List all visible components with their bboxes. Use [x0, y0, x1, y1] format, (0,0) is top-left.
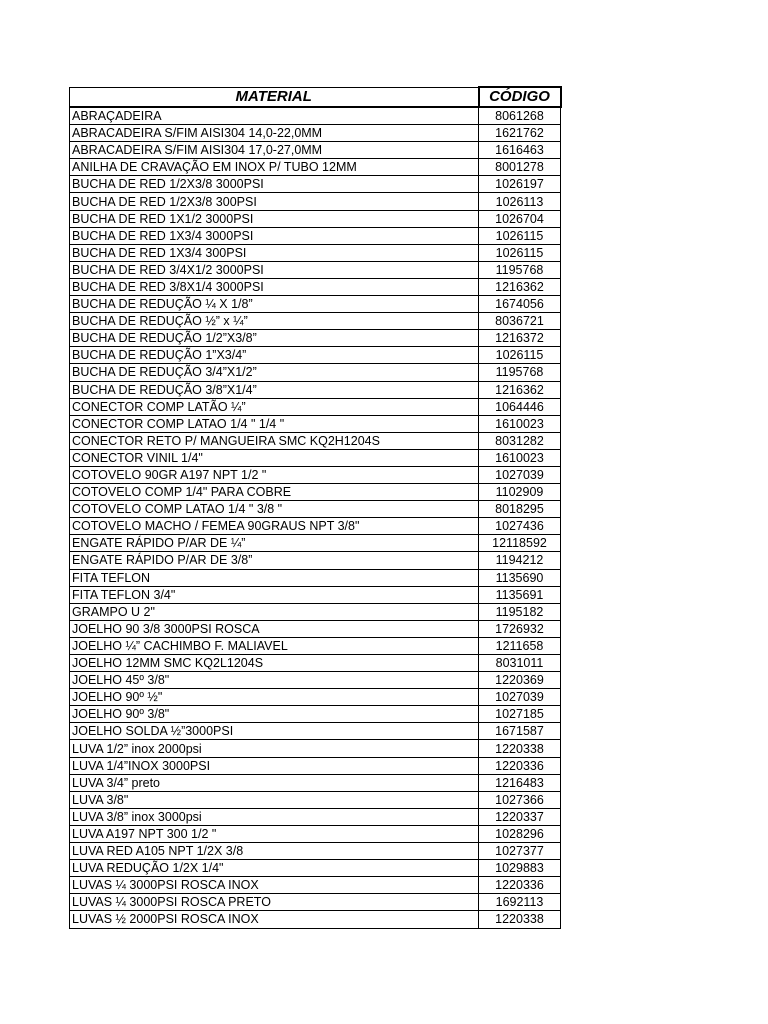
codigo-column-header: CÓDIGO — [479, 87, 561, 107]
table-row — [70, 620, 561, 637]
material-cell: CONECTOR VINIL 1/4" — [70, 449, 479, 466]
codigo-cell: 1671587 — [479, 723, 561, 740]
material-cell: CONECTOR COMP LATAO 1/4 " 1/4 " — [70, 415, 479, 432]
codigo-cell: 1026115 — [479, 227, 561, 244]
material-cell: BUCHA DE REDUÇÃO 1/2”X3/8” — [70, 330, 479, 347]
material-cell: ABRACADEIRA S/FIM AISI304 14,0-22,0MM — [70, 125, 479, 142]
table-row — [70, 843, 561, 860]
material-cell: BUCHA DE REDUÇÃO 1”X3/4” — [70, 347, 479, 364]
material-cell: BUCHA DE RED 1X3/4 3000PSI — [70, 227, 479, 244]
table-row — [70, 672, 561, 689]
table-row — [70, 586, 561, 603]
material-cell: FITA TEFLON — [70, 569, 479, 586]
codigo-cell: 1220336 — [479, 877, 561, 894]
codigo-cell: 8036721 — [479, 313, 561, 330]
table-row — [70, 278, 561, 295]
material-cell: JOELHO 90º ½" — [70, 689, 479, 706]
codigo-cell: 1026113 — [479, 193, 561, 210]
table-row — [70, 518, 561, 535]
material-cell: ANILHA DE CRAVAÇÃO EM INOX P/ TUBO 12MM — [70, 159, 479, 176]
material-cell: BUCHA DE REDUÇÃO ¼ X 1/8” — [70, 296, 479, 313]
codigo-cell: 1028296 — [479, 825, 561, 842]
table-row — [70, 535, 561, 552]
table-row — [70, 603, 561, 620]
material-cell: LUVAS ½ 2000PSI ROSCA INOX — [70, 911, 479, 928]
table-row — [70, 723, 561, 740]
codigo-cell: 1027377 — [479, 843, 561, 860]
codigo-cell: 1220338 — [479, 911, 561, 928]
material-cell: GRAMPO U 2" — [70, 603, 479, 620]
table-row — [70, 501, 561, 518]
material-column-header: MATERIAL — [70, 87, 479, 107]
table-row — [70, 757, 561, 774]
codigo-cell: 1194212 — [479, 552, 561, 569]
table-row — [70, 227, 561, 244]
codigo-cell: 1674056 — [479, 296, 561, 313]
material-cell: BUCHA DE RED 1X1/2 3000PSI — [70, 210, 479, 227]
table-row — [70, 125, 561, 142]
table-row — [70, 415, 561, 432]
codigo-cell: 1102909 — [479, 484, 561, 501]
material-cell: CONECTOR COMP LATÃO ¼” — [70, 398, 479, 415]
material-cell: LUVA 3/4” preto — [70, 774, 479, 791]
codigo-cell: 1064446 — [479, 398, 561, 415]
codigo-cell: 1027185 — [479, 706, 561, 723]
material-cell: ABRAÇADEIRA — [70, 107, 479, 125]
table-row — [70, 569, 561, 586]
material-cell: LUVAS ¼ 3000PSI ROSCA PRETO — [70, 894, 479, 911]
table-row — [70, 894, 561, 911]
codigo-cell: 1211658 — [479, 637, 561, 654]
table-row — [70, 398, 561, 415]
codigo-cell: 8031282 — [479, 432, 561, 449]
table-row — [70, 432, 561, 449]
material-cell: BUCHA DE RED 1/2X3/8 300PSI — [70, 193, 479, 210]
material-cell: BUCHA DE REDUÇÃO 3/4”X1/2” — [70, 364, 479, 381]
table-row — [70, 877, 561, 894]
codigo-cell: 1621762 — [479, 125, 561, 142]
material-cell: LUVA 1/4”INOX 3000PSI — [70, 757, 479, 774]
material-cell: ENGATE RÁPIDO P/AR DE ¼” — [70, 535, 479, 552]
material-cell: LUVA RED A105 NPT 1/2X 3/8 — [70, 843, 479, 860]
material-cell: COTOVELO MACHO / FEMEA 90GRAUS NPT 3/8" — [70, 518, 479, 535]
table-row — [70, 740, 561, 757]
codigo-cell: 8018295 — [479, 501, 561, 518]
codigo-cell: 1616463 — [479, 142, 561, 159]
table-row — [70, 107, 561, 125]
codigo-cell: 1027366 — [479, 791, 561, 808]
material-cell: ABRACADEIRA S/FIM AISI304 17,0-27,0MM — [70, 142, 479, 159]
table-row — [70, 381, 561, 398]
table-row — [70, 142, 561, 159]
table-row — [70, 176, 561, 193]
material-cell: COTOVELO COMP LATAO 1/4 " 3/8 " — [70, 501, 479, 518]
material-cell: LUVA 3/8” inox 3000psi — [70, 808, 479, 825]
material-cell: JOELHO 45º 3/8" — [70, 672, 479, 689]
table-row — [70, 808, 561, 825]
material-cell: JOELHO 90 3/8 3000PSI ROSCA — [70, 620, 479, 637]
codigo-cell: 1610023 — [479, 449, 561, 466]
material-cell: ENGATE RÁPIDO P/AR DE 3/8” — [70, 552, 479, 569]
material-cell: FITA TEFLON 3/4" — [70, 586, 479, 603]
codigo-cell: 1195768 — [479, 261, 561, 278]
table-row — [70, 261, 561, 278]
table-row — [70, 655, 561, 672]
codigo-cell: 1026115 — [479, 244, 561, 261]
codigo-cell: 1216362 — [479, 381, 561, 398]
codigo-cell: 1029883 — [479, 860, 561, 877]
material-cell: JOELHO 12MM SMC KQ2L1204S — [70, 655, 479, 672]
table-row — [70, 791, 561, 808]
material-cell: COTOVELO COMP 1/4" PARA COBRE — [70, 484, 479, 501]
table-header-row — [70, 87, 561, 107]
codigo-cell: 1610023 — [479, 415, 561, 432]
table-row — [70, 347, 561, 364]
codigo-cell: 1220338 — [479, 740, 561, 757]
material-cell: JOELHO 90º 3/8" — [70, 706, 479, 723]
table-row — [70, 449, 561, 466]
table-row — [70, 825, 561, 842]
material-cell: LUVA 1/2” inox 2000psi — [70, 740, 479, 757]
codigo-cell: 1220369 — [479, 672, 561, 689]
table-row — [70, 774, 561, 791]
codigo-cell: 12118592 — [479, 535, 561, 552]
codigo-cell: 1216483 — [479, 774, 561, 791]
materials-table — [69, 86, 562, 929]
codigo-cell: 1026704 — [479, 210, 561, 227]
table-body — [70, 107, 561, 928]
material-cell: LUVA A197 NPT 300 1/2 " — [70, 825, 479, 842]
table-row — [70, 210, 561, 227]
table-row — [70, 484, 561, 501]
material-cell: BUCHA DE REDUÇÃO 3/8”X1/4” — [70, 381, 479, 398]
table-row — [70, 313, 561, 330]
codigo-cell: 1026197 — [479, 176, 561, 193]
codigo-cell: 1135690 — [479, 569, 561, 586]
codigo-cell: 1135691 — [479, 586, 561, 603]
table-row — [70, 159, 561, 176]
table-row — [70, 637, 561, 654]
table-row — [70, 911, 561, 928]
table-row — [70, 706, 561, 723]
codigo-cell: 1220337 — [479, 808, 561, 825]
material-cell: BUCHA DE RED 3/8X1/4 3000PSI — [70, 278, 479, 295]
table-row — [70, 296, 561, 313]
codigo-cell: 1216362 — [479, 278, 561, 295]
codigo-cell: 1195182 — [479, 603, 561, 620]
codigo-cell: 1026115 — [479, 347, 561, 364]
material-cell: LUVAS ¼ 3000PSI ROSCA INOX — [70, 877, 479, 894]
codigo-cell: 1726932 — [479, 620, 561, 637]
codigo-cell: 1027039 — [479, 466, 561, 483]
codigo-cell: 1027039 — [479, 689, 561, 706]
table-row — [70, 552, 561, 569]
table-row — [70, 860, 561, 877]
codigo-cell: 1027436 — [479, 518, 561, 535]
table-row — [70, 244, 561, 261]
material-cell: LUVA REDUÇÃO 1/2X 1/4" — [70, 860, 479, 877]
material-cell: BUCHA DE RED 1/2X3/8 3000PSI — [70, 176, 479, 193]
material-cell: BUCHA DE REDUÇÃO ½” x ¼” — [70, 313, 479, 330]
codigo-cell: 1692113 — [479, 894, 561, 911]
codigo-cell: 1220336 — [479, 757, 561, 774]
codigo-cell: 8031011 — [479, 655, 561, 672]
codigo-cell: 8061268 — [479, 107, 561, 125]
table-row — [70, 330, 561, 347]
codigo-cell: 1216372 — [479, 330, 561, 347]
table-row — [70, 193, 561, 210]
table-row — [70, 466, 561, 483]
material-cell: JOELHO SOLDA ½”3000PSI — [70, 723, 479, 740]
material-cell: BUCHA DE RED 3/4X1/2 3000PSI — [70, 261, 479, 278]
codigo-cell: 8001278 — [479, 159, 561, 176]
table-row — [70, 364, 561, 381]
material-cell: COTOVELO 90GR A197 NPT 1/2 " — [70, 466, 479, 483]
material-cell: LUVA 3/8" — [70, 791, 479, 808]
codigo-cell: 1195768 — [479, 364, 561, 381]
table-row — [70, 689, 561, 706]
material-cell: JOELHO ¼” CACHIMBO F. MALIAVEL — [70, 637, 479, 654]
material-cell: BUCHA DE RED 1X3/4 300PSI — [70, 244, 479, 261]
material-cell: CONECTOR RETO P/ MANGUEIRA SMC KQ2H1204S — [70, 432, 479, 449]
